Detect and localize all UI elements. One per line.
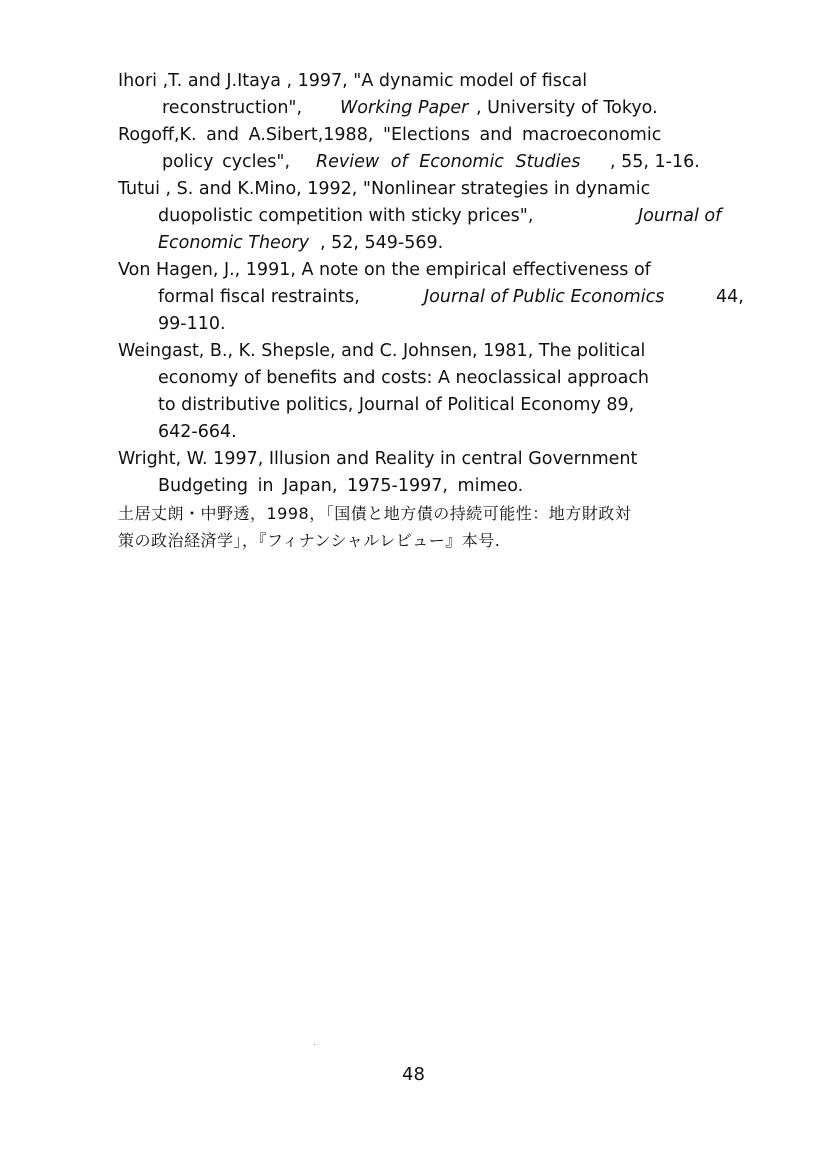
reference-journal: Economic Theory <box>158 233 310 253</box>
reference-entry-japanese <box>0 500 827 554</box>
reference-line <box>0 446 827 473</box>
reference-line <box>0 311 827 338</box>
reference-text: to distributive politics, Journal of Political Economy 89, <box>158 395 635 415</box>
page-number: 48 <box>402 1064 425 1085</box>
reference-text: Tutui , S. and K.Mino, 1992, "Nonlinear strategies in dynamic <box>118 179 651 199</box>
reference-text: Wright, W. 1997, Illusion and Reality in central Government <box>118 449 638 469</box>
reference-entry <box>0 338 827 446</box>
reference-text: 土居丈朗・中野透，1998，「国債と地方債の持続可能性：地方財政対 <box>118 504 632 523</box>
reference-text: Budgeting in Japan, 1975-1997, mimeo. <box>158 476 524 496</box>
scan-speck <box>314 1044 315 1045</box>
reference-text: policy cycles", <box>162 152 291 172</box>
reference-line <box>0 149 827 176</box>
reference-text: 642-664. <box>158 422 237 442</box>
reference-journal: Review of Economic Studies <box>316 152 581 172</box>
reference-line <box>0 365 827 392</box>
reference-list <box>0 68 827 554</box>
reference-line <box>0 203 827 230</box>
reference-entry <box>0 257 827 338</box>
reference-line <box>0 527 827 554</box>
reference-text: Ihori ,T. and J.Itaya , 1997, "A dynamic model of fiscal <box>118 71 588 91</box>
reference-text: , 52, 549-569. <box>320 233 444 253</box>
reference-text: 99-110. <box>158 314 226 334</box>
reference-entry <box>0 122 827 176</box>
reference-journal: Working Paper <box>340 98 469 118</box>
reference-line <box>0 500 827 527</box>
reference-text: economy of benefits and costs: A neoclassical approach <box>158 368 650 388</box>
reference-entry <box>0 68 827 122</box>
reference-journal: Journal of Public Economics <box>424 287 665 307</box>
reference-line <box>0 95 827 122</box>
reference-line <box>0 419 827 446</box>
reference-line <box>0 257 827 284</box>
reference-text: reconstruction", <box>162 98 303 118</box>
reference-journal: Journal of <box>638 206 722 226</box>
reference-text: 44, <box>716 287 744 307</box>
reference-text: duopolistic competition with sticky prices", <box>158 206 534 226</box>
reference-text: formal fiscal restraints, <box>158 287 360 307</box>
reference-text: , University of Tokyo. <box>476 98 658 118</box>
reference-entry <box>0 446 827 500</box>
reference-line <box>0 284 827 311</box>
reference-line <box>0 392 827 419</box>
reference-entry <box>0 176 827 257</box>
reference-line <box>0 176 827 203</box>
reference-line <box>0 122 827 149</box>
reference-line <box>0 338 827 365</box>
reference-text: Von Hagen, J., 1991, A note on the empirical effectiveness of <box>118 260 651 280</box>
reference-text: 策の政治経済学」，『フィナンシャルレビュー』本号. <box>118 531 501 550</box>
reference-text: Rogoff,K. and A.Sibert,1988, "Elections and macroeconomic <box>118 125 662 145</box>
reference-line <box>0 230 827 257</box>
reference-text: , 55, 1-16. <box>610 152 700 172</box>
reference-text: Weingast, B., K. Shepsle, and C. Johnsen, 1981, The political <box>118 341 646 361</box>
reference-line <box>0 473 827 500</box>
reference-line <box>0 68 827 95</box>
